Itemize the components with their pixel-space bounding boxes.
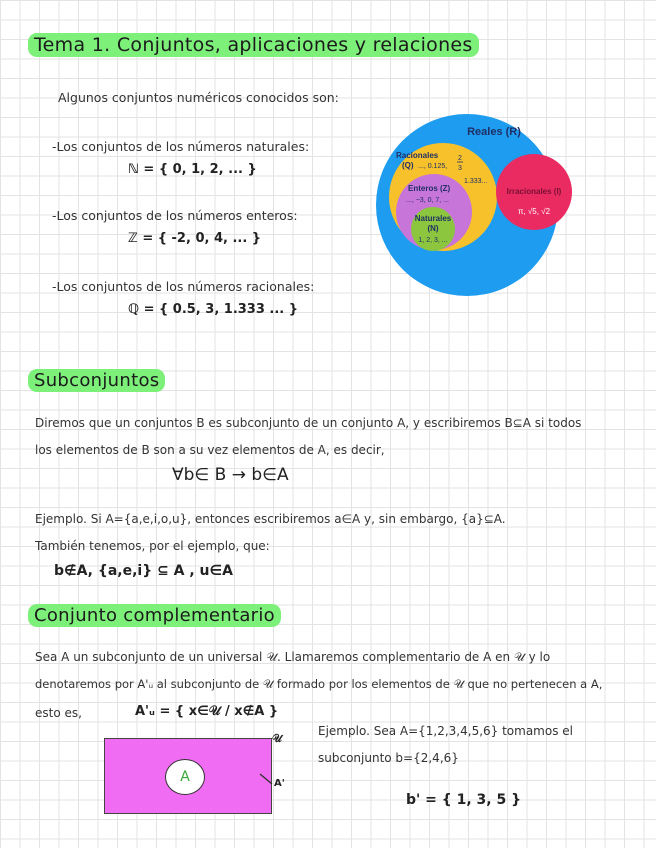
racionales-label: -Los conjuntos de los números racionales: xyxy=(52,279,315,294)
subconjuntos-formula: ∀b∈ B → b∈A xyxy=(172,465,289,485)
subconjuntos-heading: Subconjuntos xyxy=(28,370,165,391)
subconjuntos-definition-line2: los elementos de B son a su vez elementos de A, es decir, xyxy=(35,443,385,457)
subconjuntos-definition-line1: Diremos que un conjuntos B es subconjunto de un conjunto A, y escribiremos B⊆A si todos xyxy=(35,416,582,430)
enteros-examples: ..., −3, 0, 7, ... xyxy=(406,197,449,204)
subconjuntos-example: Ejemplo. Si A={a,e,i,o,u}, entonces escribiremos a∈A y, sin embargo, {a}⊆A. xyxy=(35,512,506,526)
complementario-example-line2: subconjunto b={2,4,6} xyxy=(318,751,459,765)
set-a-label: A xyxy=(180,769,190,785)
complement-arrow xyxy=(260,774,272,784)
enteros-label: -Los conjuntos de los números enteros: xyxy=(52,208,298,223)
intro-text: Algunos conjuntos numéricos conocidos son: xyxy=(58,90,339,105)
enteros-expr: ℤ = { -2, 0, 4, ... } xyxy=(128,231,262,246)
complementario-line2: denotaremos por A'ᵤ al subconjunto de 𝒰 formado por los elementos de 𝒰 que no pertenecen a A, xyxy=(35,677,603,691)
complementario-result: b' = { 1, 3, 5 } xyxy=(406,792,522,808)
universal-set-box xyxy=(104,738,272,814)
irracionales-examples: π, √5, √2 xyxy=(517,207,551,216)
subconjuntos-also: También tenemos, por el ejemplo, que: xyxy=(35,539,270,553)
racionales-expr: ℚ = { 0.5, 3, 1.333 ... } xyxy=(128,302,299,317)
complementario-line1: Sea A un subconjunto de un universal 𝒰. Llamaremos complementario de A en 𝒰 y lo xyxy=(35,650,551,664)
fraction-denominator: 3 xyxy=(458,165,462,172)
racionales-title: Racionales xyxy=(396,151,439,160)
naturales-title: Naturales xyxy=(414,214,452,223)
naturales-examples: 1, 2, 3, ... xyxy=(418,237,448,244)
racionales-decimal: 1.333... xyxy=(464,178,488,185)
complementario-formula: A'ᵤ = { x∈𝒰 / x∉A } xyxy=(135,704,279,719)
naturales-expr: ℕ = { 0, 1, 2, ... } xyxy=(128,162,257,177)
racionales-examples: ..., 0.125, xyxy=(418,163,448,170)
enteros-title: Enteros (Z) xyxy=(408,184,451,193)
racionales-symbol: (Q) xyxy=(402,161,414,170)
fraction-numerator: 2 xyxy=(458,155,462,162)
naturales-label: -Los conjuntos de los números naturales: xyxy=(52,139,310,154)
naturales-symbol: (N) xyxy=(427,224,439,233)
complement-label: A' xyxy=(274,778,285,789)
subconjuntos-facts: b∉A, {a,e,i} ⊆ A , u∈A xyxy=(54,563,233,579)
set-a-circle xyxy=(165,759,205,795)
irracionales-title: Irracionales (I) xyxy=(506,187,562,196)
complementario-line3: esto es, xyxy=(35,706,82,720)
page-title: Tema 1. Conjuntos, aplicaciones y relaciones xyxy=(28,34,479,56)
number-sets-diagram xyxy=(366,110,656,310)
universal-label: 𝒰 xyxy=(272,732,282,745)
complementario-heading: Conjunto complementario xyxy=(28,605,281,626)
complementario-example-line1: Ejemplo. Sea A={1,2,3,4,5,6} tomamos el xyxy=(318,724,573,738)
reales-label: Reales (R) xyxy=(467,126,521,138)
